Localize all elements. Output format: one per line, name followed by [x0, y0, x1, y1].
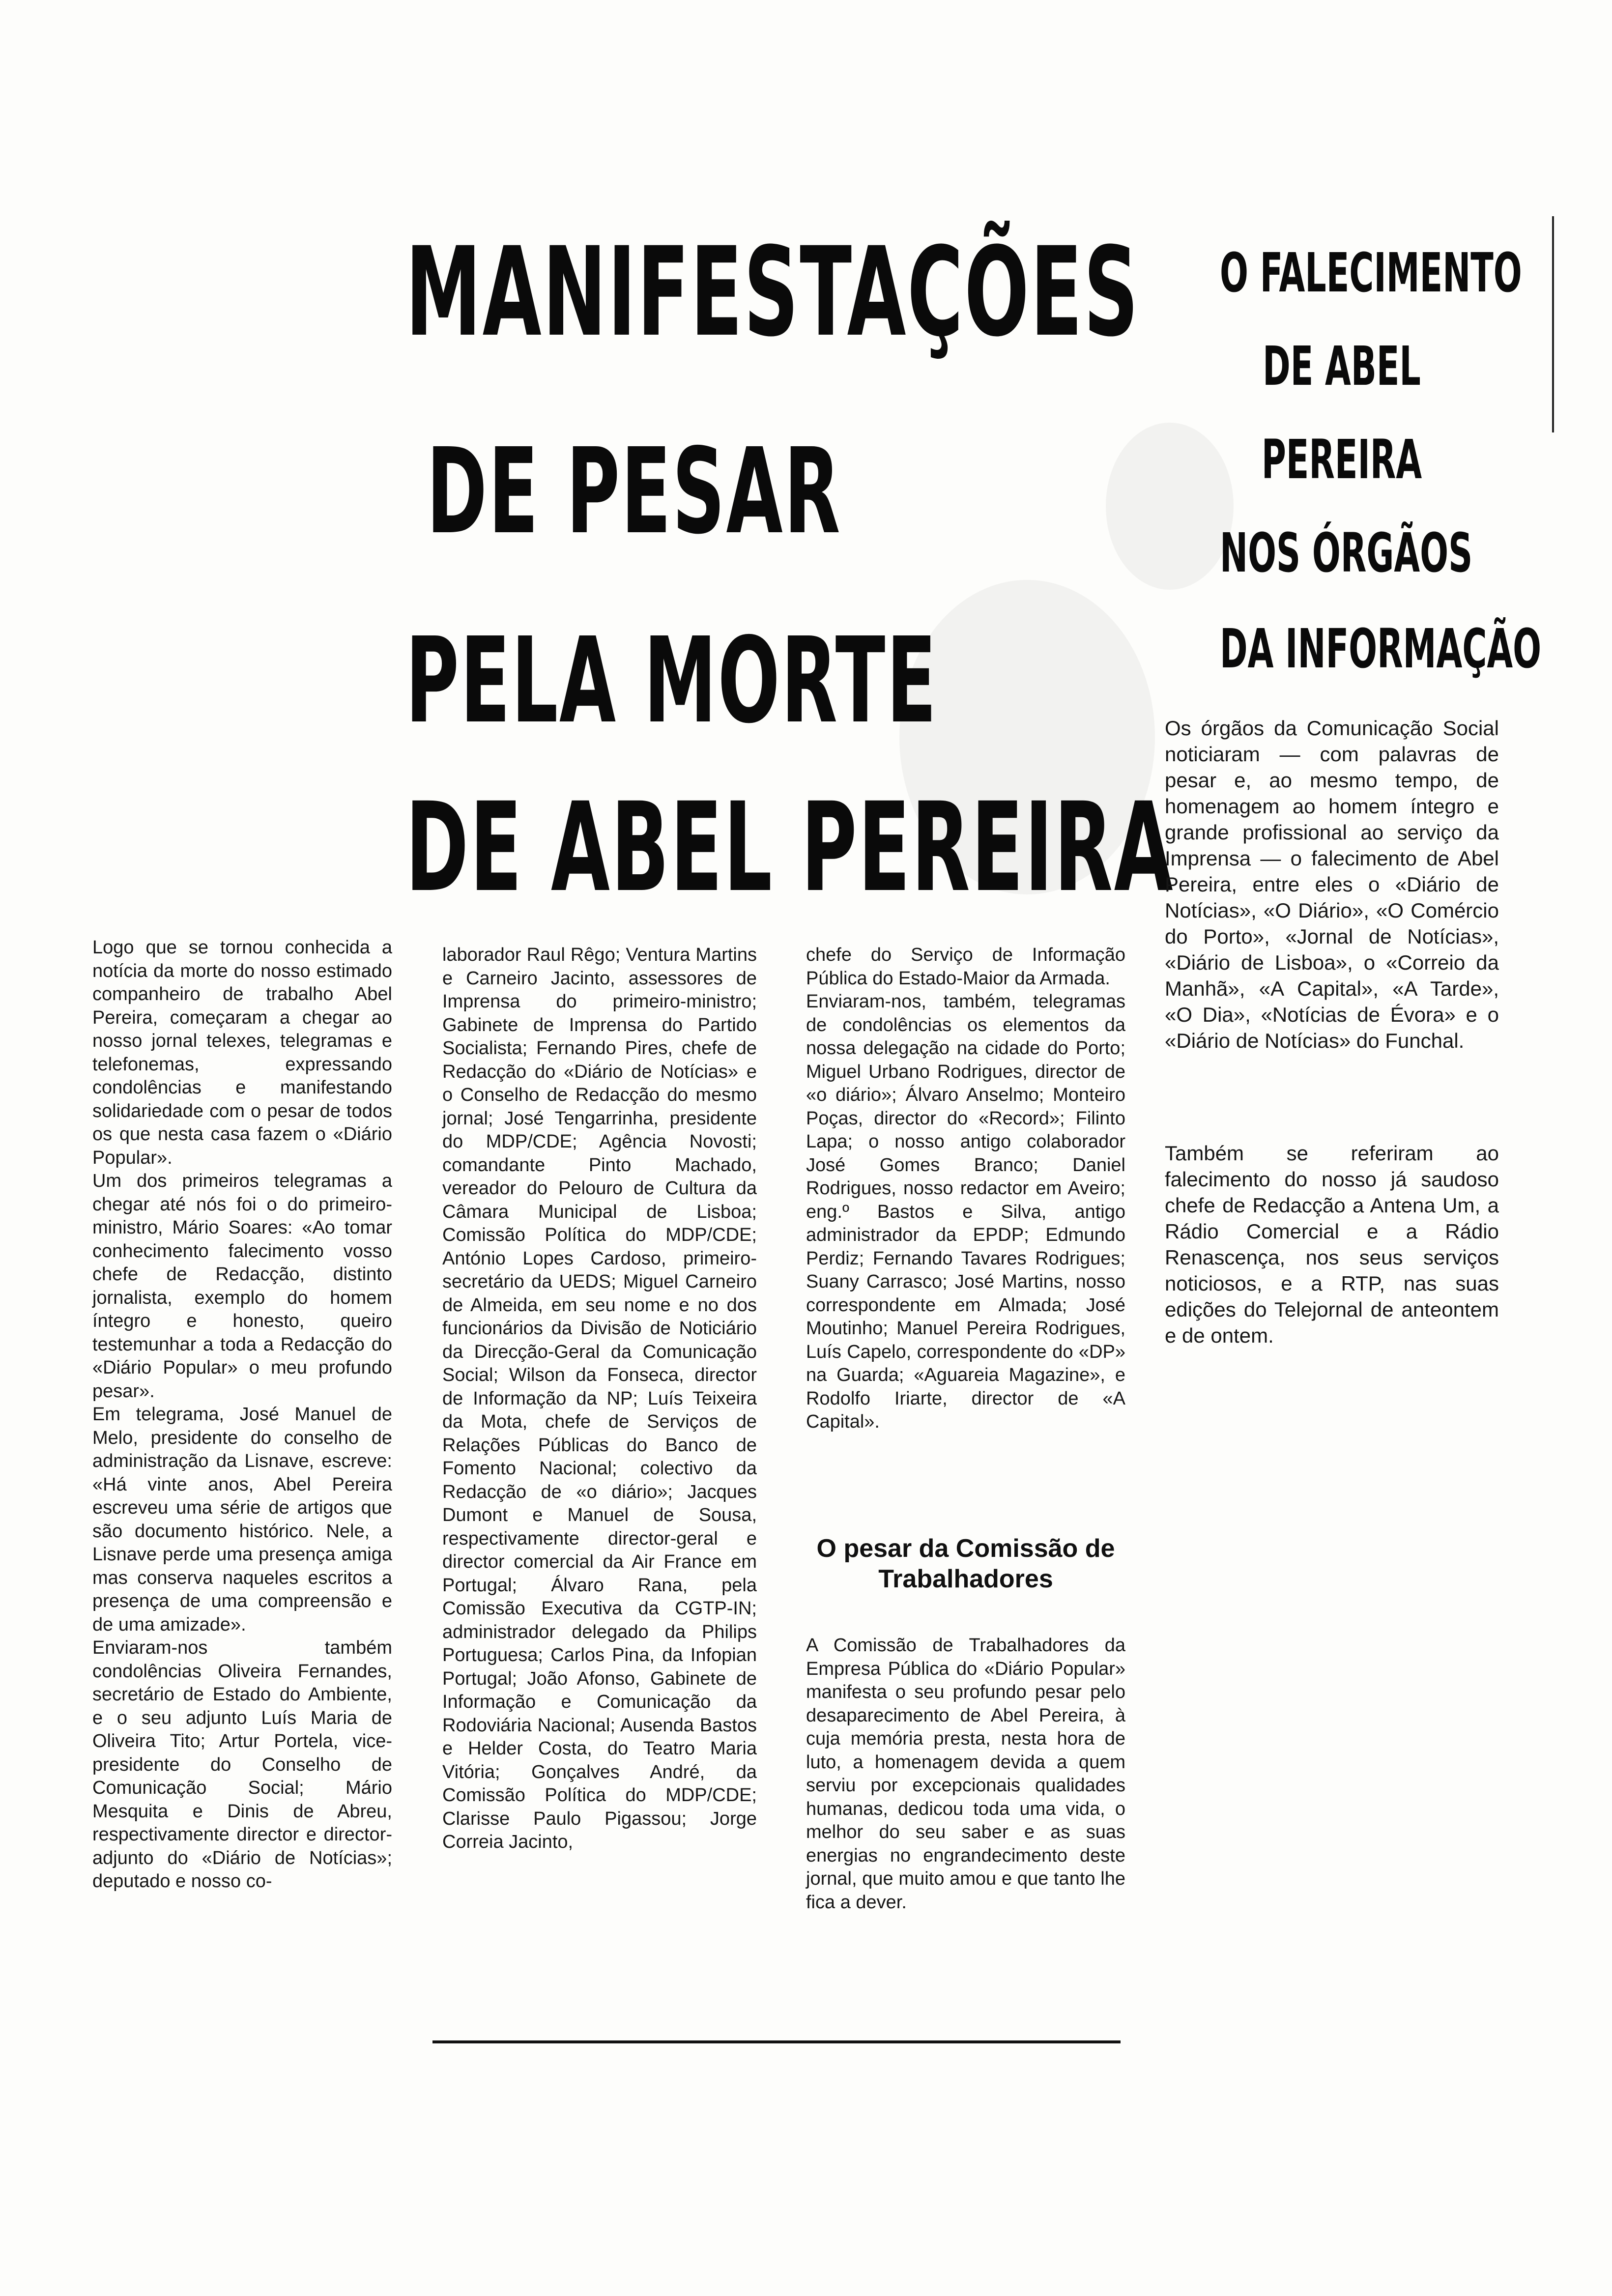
article-column-3-continued: A Comissão de Trabalhadores da Empresa Pública do «Diário Popular» manifesta o seu profundo pesar pelo desaparecimento de Abel Pereira, à cuja memória presta, nesta hora de luto, a homenagem devida a quem serviu por excepcionais qualidades humanas, dedicou toda uma vida, o melhor do seu saber e as suas energias no engrandecimento deste jornal, que muito amou e que tanto lhe fica a dever.	[806, 1635, 1125, 1913]
sidebar-paragraph-1: Os órgãos da Comunicação Social noticiaram — com palavras de pesar e, ao mesmo tempo, de homenagem ao homem íntegro e grande profissional ao serviço da Imprensa — o falecimento de Abel Pereira, entre eles o «Diário de Notícias», «O Diário», «O Comércio do Porto», «Jornal de Notícias», «Diário de Lisboa», o «Correio da Manhã», «A Capital», «A Tarde», «O Dia», «Notícias de Évora» e o «Diário de Notícias» do Funchal.	[1165, 717, 1499, 1052]
headline-line-4: DE ABEL PEREIRA	[405, 776, 1175, 919]
sidebar-title-line-1: O FALECIMENTO	[1220, 241, 1522, 304]
sidebar-paragraph-2: Também se referiram ao falecimento do nosso já saudoso chefe de Redacção a Antena Um, a Rádio Comercial e a Rádio Renascença, nos seus serviços noticiosos, e a RTP, nas suas edições do Telejornal de anteontem e de ontem.	[1165, 1142, 1499, 1347]
sidebar-title-line-4: NOS ÓRGÃOS	[1220, 521, 1473, 584]
headline-line-3: PELA MORTE	[405, 612, 938, 749]
article-column-3: chefe do Serviço de Informação Pública do Estado-Maior da Armada. Enviaram-nos, também, telegramas de condolências os elementos da nossa delegação na cidade do Porto; Miguel Urbano Rodrigues, director de «o diário»; Álvaro Anselmo; Monteiro Poças, director do «Record»; Filinto Lapa; o nosso antigo colaborador José Gomes Branco; Daniel Rodrigues, nosso redactor em Aveiro; eng.º Bastos e Silva, antigo administrador da EPDP; Edmundo Perdiz; Fernando Tavares Rodrigues; Suany Carrasco; José Martins, nosso correspondente em Almada; José Moutinho; Manuel Pereira Rodrigues, Luís Capelo, correspondente do «DP» na Guarda; «Aguareia Magazine», e Rodolfo Iriarte, director de «A Capital».	[806, 945, 1125, 1432]
sidebar-title-line-3: PEREIRA	[1261, 428, 1422, 491]
article-column-1: Logo que se tornou conhecida a notícia da morte do nosso estimado companheiro de trabalho Abel Pereira, começaram a chegar ao nosso jornal telexes, telegramas e telefonemas, expressando condolências e manifestando solidariedade com o pesar de todos os que nesta casa fazem o «Diário Popular». Um dos primeiros telegramas a chegar até nós foi o do primeiro-ministro, Mário Soares: «Ao tomar conhecimento falecimento vosso chefe de Redacção, distinto jornalista, exemplo do homem íntegro e honesto, queiro testemunhar a toda a Redacção do «Diário Popular» o meu profundo pesar». Em telegrama, José Manuel de Melo, presidente do conselho de administração da Lisnave, escreve: «Há vinte anos, Abel Pereira escreveu uma série de artigos que são documento histórico. Nele, a Lisnave perde uma presença amiga mas conserva naqueles escritos a presença de uma compreensão e de uma amizade». Enviaram-nos também condolências Oliveira Fernandes, secretário de Estado do Ambiente, e o seu adjunto Luís Maria de Oliveira Tito; Artur Portela, vice-presidente do Conselho de Comunicação Social; Mário Mesquita e Dinis de Abreu, respectivamente director e director-adjunto do «Diário de Notícias»; deputado e nosso co-	[92, 937, 392, 1892]
sidebar-vertical-rule	[1552, 216, 1554, 432]
section-subheading: O pesar da Comissão de Trabalhadores	[816, 1534, 1115, 1593]
headline-line-1: MANIFESTAÇÕES	[405, 221, 1140, 364]
bottom-rule	[432, 2040, 1121, 2043]
sidebar-title-line-2: DE ABEL	[1263, 335, 1421, 398]
article-column-2: laborador Raul Rêgo; Ventura Martins e Carneiro Jacinto, assessores de Imprensa do primeiro-ministro; Gabinete de Imprensa do Partido Socialista; Fernando Pires, chefe de Redacção do «Diário de Notícias» e o Conselho de Redacção do mesmo jornal; José Tengarrinha, presidente do MDP/CDE; Agência Novosti; comandante Pinto Machado, vereador do Pelouro de Cultura da Câmara Municipal de Lisboa; Comissão Política do MDP/CDE; António Lopes Cardoso, primeiro-secretário da UEDS; Miguel Carneiro de Almeida, em seu nome e no dos funcionários da Divisão de Noticiário da Direcção-Geral da Comunicação Social; Wilson da Fonseca, director de Informação da NP; Luís Teixeira da Mota, chefe de Serviços de Relações Públicas do Banco de Fomento Nacional; colectivo da Redacção de «o diário»; Jacques Dumont e Manuel de Sousa, respectivamente director-geral e director comercial da Air France em Portugal; Álvaro Rana, pela Comissão Executiva da CGTP-IN; administrador delegado da Philips Portuguesa; Carlos Pina, da Infopian Portugal; João Afonso, Gabinete de Informação e Comunicação da Rodoviária Nacional; Ausenda Bastos e Helder Costa, do Teatro Maria Vitória; Gonçalves André, da Comissão Política do MDP/CDE; Clarisse Paulo Pigassou; Jorge Correia Jacinto,	[442, 945, 757, 1852]
headline-line-2: DE PESAR	[426, 423, 842, 560]
print-smudge	[1106, 423, 1234, 590]
sidebar-title-line-5: DA INFORMAÇÃO	[1220, 617, 1542, 680]
